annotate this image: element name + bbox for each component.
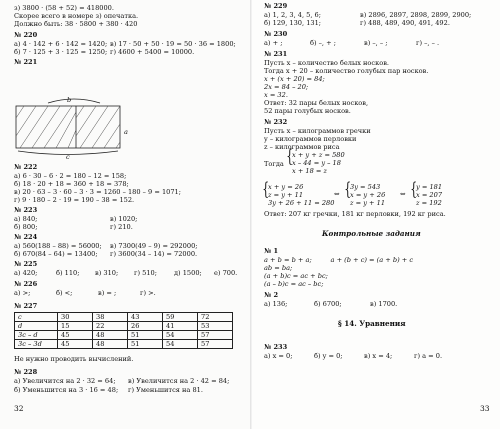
- equation: 3y + 26 + 11 = 280: [268, 199, 335, 207]
- answer-line: г) 210.: [110, 223, 133, 231]
- equivalence-icon: ⇔: [400, 190, 406, 198]
- table-cell: 48: [93, 331, 128, 340]
- table-cell: 15: [58, 322, 93, 331]
- solution-line: y – килограммов перловки: [264, 135, 357, 143]
- answer-item: г) >.: [140, 289, 156, 297]
- text-line: з) 3800 · (58 + 52) = 418000.: [14, 4, 114, 12]
- table-row: [15, 313, 233, 322]
- answer-line: г) 3600(34 – 14) = 72000.: [110, 250, 198, 258]
- answer-item: г) a = 0.: [414, 352, 443, 360]
- table-cell: 3c – d: [15, 331, 58, 340]
- answer-line: в) 7300(49 – 9) = 292000;: [110, 242, 198, 250]
- answer-line: а) 4 · 142 + 6 · 142 = 1420;: [14, 40, 108, 48]
- answer-item: в) 310;: [95, 269, 119, 277]
- answer-item: а) + ;: [264, 39, 283, 47]
- equation: x = 207: [416, 191, 443, 199]
- equation: x = y + 26: [350, 191, 386, 199]
- table-cell: 54: [163, 331, 198, 340]
- section-heading: Контрольные задания: [322, 229, 421, 238]
- table-cell: 59: [163, 313, 198, 322]
- equation: y = 181: [416, 183, 443, 191]
- table-row: [15, 331, 233, 340]
- equation: x + y + z = 580: [292, 151, 345, 159]
- label-c: c: [66, 153, 70, 161]
- brace-icon: {: [410, 179, 418, 200]
- table-cell: 38: [93, 313, 128, 322]
- answer-item: б) –, + ;: [310, 39, 336, 47]
- problem-number: № 233: [264, 343, 288, 351]
- table-row: [15, 340, 233, 349]
- equation: z = 192: [416, 199, 442, 207]
- problem-number: № 226: [14, 280, 38, 288]
- equation: x + y = 26: [268, 183, 304, 191]
- answer-item: а) 420;: [14, 269, 38, 277]
- equation: x – 44 = y – 18: [292, 159, 341, 167]
- answer-line: а) Увеличится на 2 · 32 = 64;: [14, 377, 116, 385]
- answer-line: в) 1020;: [110, 215, 138, 223]
- page-number: 33: [480, 404, 490, 413]
- answer-line: б) 7 · 125 + 3 · 125 = 1250;: [14, 48, 108, 56]
- solution-line: Тогда x + 20 – количество голубых пар носков.: [264, 67, 429, 75]
- problem-number: № 227: [14, 302, 38, 310]
- answer-line: в) 2896, 2897, 2898, 2899, 2900;: [360, 11, 472, 19]
- answer-line: г) 9 · 180 – 2 · 19 = 190 – 38 = 152.: [14, 196, 135, 204]
- table-cell: 51: [128, 340, 163, 349]
- table-cell: 22: [93, 322, 128, 331]
- answer-line: в) Увеличится на 2 · 42 = 84;: [128, 377, 230, 385]
- problem-number: № 1: [264, 247, 279, 255]
- answer-item: б) 6700;: [314, 300, 342, 308]
- solution-line: x + (x + 20) = 84;: [264, 75, 325, 83]
- note-text: Не нужно проводить вычислений.: [14, 355, 134, 363]
- answer-line: б) 670(84 – 64) = 13400;: [14, 250, 98, 258]
- answer-item: е) 700.: [214, 269, 238, 277]
- table-cell: 41: [163, 322, 198, 331]
- problem-number: № 220: [14, 31, 38, 39]
- label-b: b: [67, 96, 72, 104]
- table-cell: 48: [93, 340, 128, 349]
- problem-number: № 221: [14, 58, 38, 66]
- problem-number: № 232: [264, 118, 288, 126]
- equation: z = y + 11: [268, 191, 304, 199]
- text-line: Скорее всего в номере з) опечатка.: [14, 12, 139, 20]
- answer-line: г) Уменьшится на 81.: [128, 386, 203, 394]
- solution-line: Ответ: 32 пары белых носков,: [264, 99, 369, 107]
- problem-number: № 230: [264, 30, 288, 38]
- problem-number: № 228: [14, 368, 38, 376]
- table-cell: 26: [128, 322, 163, 331]
- answer-line: в) 20 · 63 – 3 · 60 – 3 · 3 = 1260 – 180 – 9 = 1071;: [14, 188, 181, 196]
- answer-line: а) 1, 2, 3, 4, 5, 6;: [264, 11, 321, 19]
- values-table: [14, 312, 233, 349]
- table-cell: 3c – 3d: [15, 340, 58, 349]
- answer-item: а) >;: [14, 289, 31, 297]
- table-cell: 43: [128, 313, 163, 322]
- problem-number: № 222: [14, 163, 38, 171]
- answer-item: а) 136;: [264, 300, 288, 308]
- label-a: a: [124, 128, 128, 136]
- solution-line: 52 пары голубых носков.: [264, 107, 351, 115]
- solution-line: x = 32.: [264, 91, 288, 99]
- answer-item: г) 510;: [134, 269, 157, 277]
- solution-line: Пусть x – килограммов гречки: [264, 127, 371, 135]
- problem-number: № 229: [264, 2, 288, 10]
- text-line: Должно быть: 38 · 5800 + 380 · 420: [14, 20, 138, 28]
- table-cell: 72: [198, 313, 233, 322]
- table-cell: 45: [58, 331, 93, 340]
- table-cell: 54: [163, 340, 198, 349]
- brace-icon: {: [286, 146, 294, 167]
- answer-text: Ответ: 207 кг гречки, 181 кг перловки, 192 кг риса.: [264, 210, 446, 218]
- table-cell: 51: [128, 331, 163, 340]
- answer-line: а) 560(188 – 88) = 56000;: [14, 242, 102, 250]
- right-page: [252, 0, 500, 429]
- answer-line: б) 18 · 20 + 18 = 360 + 18 = 378;: [14, 180, 129, 188]
- equation: x + 18 = z: [292, 167, 328, 175]
- answer-line: б) 800;: [14, 223, 38, 231]
- answer-line: а) 840;: [14, 215, 38, 223]
- formula-line: ab = ba;: [264, 264, 293, 272]
- section-heading: § 14. Уравнения: [338, 319, 406, 328]
- answer-item: в) = ;: [98, 289, 117, 297]
- table-row: [15, 322, 233, 331]
- page-number: 32: [14, 404, 24, 413]
- answer-item: в) x = 4;: [364, 352, 393, 360]
- solution-line: 2x = 84 – 20;: [264, 83, 309, 91]
- answer-item: в) 1700.: [370, 300, 398, 308]
- problem-number: № 223: [14, 206, 38, 214]
- answer-item: в) –, – ;: [364, 39, 388, 47]
- equation: z = y + 11: [350, 199, 386, 207]
- table-cell: d: [15, 322, 58, 331]
- togda-label: Тогда: [264, 160, 284, 168]
- solution-line: Пусть x – количество белых носков.: [264, 59, 389, 67]
- formula-line: (a – b)c = ac – bc;: [264, 280, 324, 288]
- problem-number: № 2: [264, 291, 279, 299]
- formula-line: a + b = b + a; a + (b + c) = (a + b) + c: [264, 256, 414, 264]
- equation: 3y = 543: [350, 183, 381, 191]
- answer-line: г) 488, 489, 490, 491, 492.: [360, 19, 450, 27]
- answer-item: б) <;: [56, 289, 73, 297]
- brace-icon: {: [344, 179, 352, 200]
- answer-line: г) 4600 + 5400 = 10000.: [110, 48, 195, 56]
- answer-line: б) 129, 130, 131;: [264, 19, 321, 27]
- answer-line: б) Уменьшится на 3 · 16 = 48;: [14, 386, 119, 394]
- table-cell: 57: [198, 340, 233, 349]
- problem-number: № 225: [14, 260, 38, 268]
- answer-line: а) 6 · 30 – 6 · 2 = 180 – 12 = 158;: [14, 172, 127, 180]
- table-cell: c: [15, 313, 58, 322]
- brace-icon: {: [262, 179, 270, 200]
- answer-item: а) x = 0;: [264, 352, 293, 360]
- answer-item: б) y = 0;: [314, 352, 343, 360]
- table-cell: 45: [58, 340, 93, 349]
- problem-number: № 231: [264, 50, 288, 58]
- equivalence-icon: ⇔: [334, 190, 340, 198]
- solution-line: z – килограммов риса: [264, 143, 340, 151]
- formula-line: (a + b)c = ac + bc;: [264, 272, 328, 280]
- table-cell: 57: [198, 331, 233, 340]
- table-cell: 53: [198, 322, 233, 331]
- table-cell: 30: [58, 313, 93, 322]
- problem-number: № 224: [14, 233, 38, 241]
- answer-item: б) 110;: [56, 269, 80, 277]
- answer-item: г) –, – .: [416, 39, 440, 47]
- answer-line: в) 17 · 50 + 50 · 19 = 50 · 36 = 1800;: [110, 40, 236, 48]
- answer-item: д) 1500;: [174, 269, 202, 277]
